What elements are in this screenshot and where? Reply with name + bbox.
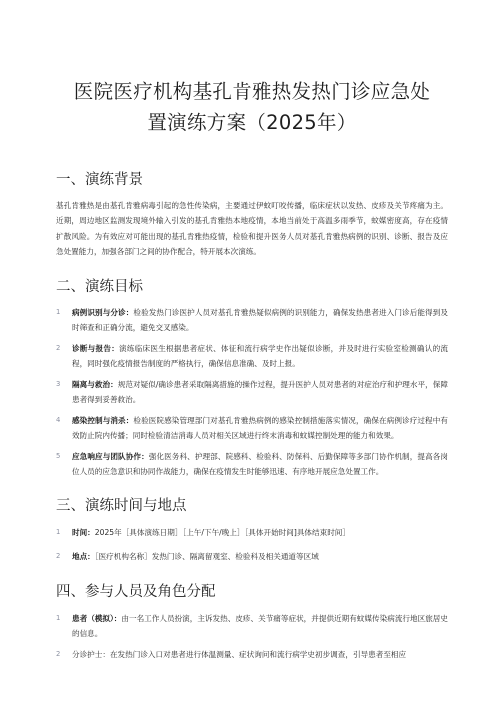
participants-list — [56, 611, 448, 662]
section-heading-background: 一、演练背景 — [56, 172, 143, 188]
list-item-text: ［医疗机构名称］发热门诊、隔离留观室、检验科及相关通道等区域 — [94, 551, 319, 561]
list-item — [56, 549, 448, 564]
list-item-lead: 地点： — [72, 551, 95, 561]
list-item-text: 检验发热门诊医护人员对基孔肯雅热疑似病例的识别能力，确保发热患者进入门诊后能得到及时筛查和正确分流，避免交叉感染。 — [72, 307, 449, 332]
document-title-line-1: 医院医疗机构基孔肯雅热发热门诊应急处 — [73, 80, 431, 103]
list-item-number: 4 — [56, 415, 61, 424]
list-item-number: 2 — [56, 343, 61, 352]
list-item-lead: 诊断与报告： — [72, 343, 120, 353]
list-item — [56, 377, 448, 407]
background-paragraph: 基孔肯雅热是由基孔肯雅病毒引起的急性传染病，主要通过伊蚊叮咬传播，临床症状以发热、皮疹及关节疼痛为主。近期，周边地区监测发现境外输入引发的基孔肯雅热本地疫情，本地当前处于高温多雨季节，蚊媒密度高，存在疫情扩散风险。为有效应对可能出现的基孔肯雅热疫情，检验和提升医务人员对基孔肯雅热病例的识别、诊断、报告及应急处置能力，加强各部门之间的协作配合，特开展本次演练。 — [56, 201, 448, 257]
list-item-number: 2 — [56, 649, 61, 658]
list-item — [56, 305, 448, 335]
list-item-number: 1 — [56, 307, 61, 316]
section-heading-time-place: 三、演练时间与地点 — [56, 497, 187, 514]
list-item — [56, 647, 448, 662]
objectives-list — [56, 305, 448, 479]
list-item-text: 检验医院感染管理部门对基孔肯雅热病例的感染控制措施落实情况，确保在病例诊疗过程中有效防止院内传播；同时检验清洁消毒人员对相关区域进行终末消毒和蚊媒控制处理的能力和效果。 — [72, 415, 449, 440]
list-item-lead: 感染控制与消杀： — [72, 415, 134, 425]
list-item — [56, 449, 448, 479]
list-item-number: 2 — [56, 551, 61, 560]
section-heading-objectives: 二、演练目标 — [56, 278, 143, 295]
list-item — [56, 413, 448, 443]
section-heading-participants: 四、参与人员及角色分配 — [56, 583, 216, 600]
list-item-number: 1 — [56, 527, 61, 536]
list-item-text: 规范对疑似/确诊患者采取隔离措施的操作过程，提升医护人员对患者的对症治疗和护理水平，保障患者得到妥善救治。 — [72, 379, 448, 404]
list-item — [56, 525, 448, 540]
list-item-lead: 应急响应与团队协作： — [72, 451, 149, 461]
list-item-text: 由一名工作人员扮演，主诉发热、皮疹、关节痛等症状，并提供近期有蚊媒传染病流行地区旅居史的信息。 — [72, 613, 448, 638]
time-place-list — [56, 525, 448, 564]
list-item-number: 5 — [56, 451, 61, 460]
list-item-number: 1 — [56, 613, 61, 622]
list-item — [56, 341, 448, 371]
list-item-lead: 隔离与救治： — [72, 379, 118, 389]
list-item-text: 分诊护士：在发热门诊入口对患者进行体温测量、症状询问和流行病学史初步调查，引导患者至相应 — [72, 649, 407, 659]
document-title-line-2: 置演练方案（2025年） — [147, 111, 357, 134]
list-item-lead: 患者（模拟）： — [72, 613, 122, 623]
list-item-lead: 时间： — [72, 527, 95, 537]
list-item-text: 演练临床医生根据患者症状、体征和流行病学史作出疑似诊断，并及时进行实验室检测确认的流程，同时强化疫情报告制度的严格执行，确保信息准确、及时上报。 — [72, 343, 448, 368]
list-item-lead: 病例识别与分诊： — [72, 307, 134, 317]
list-item-text: 2025年［具体演练日期］［上午/下午/晚上］［具体开始时间]具体结束时间］ — [94, 527, 350, 537]
document-title — [56, 76, 448, 138]
list-item-text: 强化医务科、护理部、院感科、检验科、防保科、后勤保障等多部门协作机制，提高各岗位人员的应急意识和协同作战能力，确保在疫情发生时能够迅速、有序地开展应急处置工作。 — [72, 451, 449, 476]
list-item — [56, 611, 448, 641]
list-item-number: 3 — [56, 379, 61, 388]
